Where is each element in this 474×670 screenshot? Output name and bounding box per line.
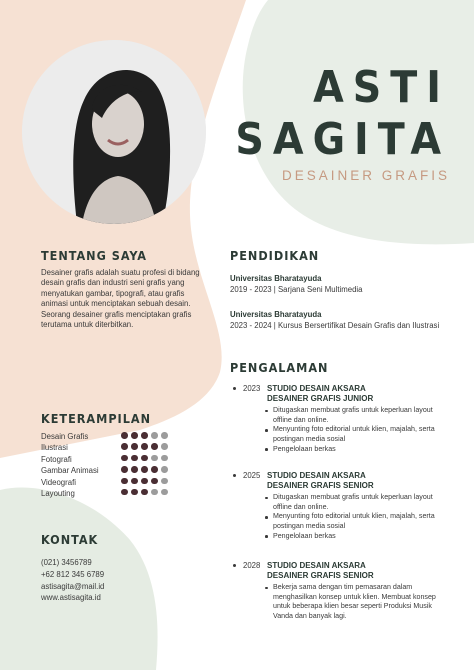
skill-dot-empty <box>161 466 168 473</box>
experience-company: STUDIO DESAIN AKSARA <box>267 561 366 570</box>
contact-website: www.astisagita.id <box>41 593 101 603</box>
experience-duty: Ditugaskan membuat grafis untuk keperluan layout offline dan online. <box>273 406 453 425</box>
skill-name: Videografi <box>41 477 76 487</box>
contact-mobile: +62 812 345 6789 <box>41 569 105 579</box>
skill-dot-filled <box>131 432 138 439</box>
experience-year: 2025 <box>243 471 261 480</box>
experience-year: 2028 <box>243 561 261 570</box>
skill-row <box>41 442 221 453</box>
skill-name: Fotografi <box>41 454 72 464</box>
profile-photo <box>22 40 206 224</box>
skill-dot-filled <box>121 489 128 496</box>
contact-email: astisagita@mail.id <box>41 581 105 591</box>
experience-duties <box>273 583 453 622</box>
first-name: ASTI <box>313 62 450 113</box>
education-item <box>230 310 460 330</box>
experience-position: DESAINER GRAFIS SENIOR <box>267 481 374 490</box>
experience-year: 2023 <box>243 384 261 393</box>
skill-dot-filled <box>141 478 148 485</box>
skill-name: Desain Grafis <box>41 432 89 441</box>
skill-dot-empty <box>161 432 168 439</box>
experience-item <box>233 561 458 631</box>
experience-duty: Bekerja sama dengan tim pemasaran dalam menghasilkan konsep untuk klien. Membuat konsep untuk beberapa klien besar seperti Produksi Musik Vanda dan banyak lagi. <box>273 583 453 622</box>
skill-dot-empty <box>151 489 158 496</box>
skill-dot-empty <box>151 455 158 462</box>
skill-dot-filled <box>121 455 128 462</box>
contact-phone: (021) 3456789 <box>41 558 92 567</box>
skill-dot-empty <box>151 432 158 439</box>
experience-duty: Ditugaskan membuat grafis untuk keperluan layout offline dan online. <box>273 493 453 512</box>
experience-item <box>233 384 458 464</box>
education-heading: PENDIDIKAN <box>230 248 320 263</box>
skill-dot-filled <box>151 478 158 485</box>
experience-duties <box>273 493 453 542</box>
skill-dot-filled <box>141 443 148 450</box>
experience-company: STUDIO DESAIN AKSARA <box>267 471 366 480</box>
experience-title <box>267 471 374 491</box>
skill-dot-filled <box>121 432 128 439</box>
contact-heading: KONTAK <box>41 532 99 547</box>
skill-dot-empty <box>161 489 168 496</box>
experience-title <box>267 561 374 581</box>
education-school: Universitas Bharatayuda <box>230 274 322 283</box>
experience-bullet <box>233 474 236 477</box>
experience-duty: Menyunting foto editorial untuk klien, majalah, serta postingan media sosial <box>273 512 453 531</box>
experience-bullet <box>233 564 236 567</box>
education-detail: 2023 - 2024 | Kursus Bersertifikat Desain Grafis dan Ilustrasi <box>230 321 440 330</box>
skill-dot-filled <box>121 478 128 485</box>
job-title: DESAINER GRAFIS <box>281 168 450 183</box>
experience-bullet <box>233 387 236 390</box>
skill-dot-filled <box>131 443 138 450</box>
skill-dot-filled <box>131 489 138 496</box>
education-school: Universitas Bharatayuda <box>230 310 322 319</box>
skill-name: Layouting <box>41 488 75 498</box>
education-item <box>230 274 460 294</box>
experience-position: DESAINER GRAFIS SENIOR <box>267 571 374 580</box>
about-heading: TENTANG SAYA <box>41 248 147 263</box>
skill-dot-filled <box>141 466 148 473</box>
skill-name: Gambar Animasi <box>41 466 99 476</box>
skill-dot-filled <box>121 466 128 473</box>
skill-row <box>41 477 221 488</box>
about-text: Desainer grafis adalah suatu profesi di bidang desain grafis dan industri seni grafis yang menyatukan gambar, tipografi, atau grafis animasi untuk menciptakan sebuah desain. Seorang desainer grafis menciptakan grafis terutama untuk diterbitkan. <box>41 268 200 330</box>
skill-row <box>41 431 221 442</box>
skill-dot-filled <box>121 443 128 450</box>
last-name: SAGITA <box>235 114 450 165</box>
experience-item <box>233 471 458 551</box>
experience-company: STUDIO DESAIN AKSARA <box>267 384 366 393</box>
skill-row <box>41 465 221 476</box>
experience-duty: Menyunting foto editorial untuk klien, majalah, serta postingan media sosial <box>273 425 453 444</box>
education-detail: 2019 - 2023 | Sarjana Seni Multimedia <box>230 285 363 294</box>
skills-heading: KETERAMPILAN <box>41 411 152 426</box>
experience-position: DESAINER GRAFIS JUNIOR <box>267 394 374 403</box>
skill-dot-filled <box>131 478 138 485</box>
skill-dot-filled <box>141 432 148 439</box>
skill-dot-filled <box>141 455 148 462</box>
skill-dot-empty <box>161 455 168 462</box>
skills-list <box>41 431 221 499</box>
skill-dot-filled <box>131 455 138 462</box>
experience-heading: PENGALAMAN <box>230 360 329 375</box>
contact-list <box>41 557 201 604</box>
skill-row <box>41 454 221 465</box>
experience-duty: Pengelolaan berkas <box>273 532 453 542</box>
skill-row <box>41 488 221 499</box>
skill-dot-filled <box>151 443 158 450</box>
skill-dot-filled <box>141 489 148 496</box>
skill-name: Ilustrasi <box>41 443 68 453</box>
experience-duties <box>273 406 453 455</box>
skill-dot-empty <box>161 443 168 450</box>
skill-dot-empty <box>161 478 168 485</box>
skill-dot-filled <box>131 466 138 473</box>
experience-duty: Pengelolaan berkas <box>273 445 453 455</box>
experience-title <box>267 384 373 404</box>
skill-dot-filled <box>151 466 158 473</box>
